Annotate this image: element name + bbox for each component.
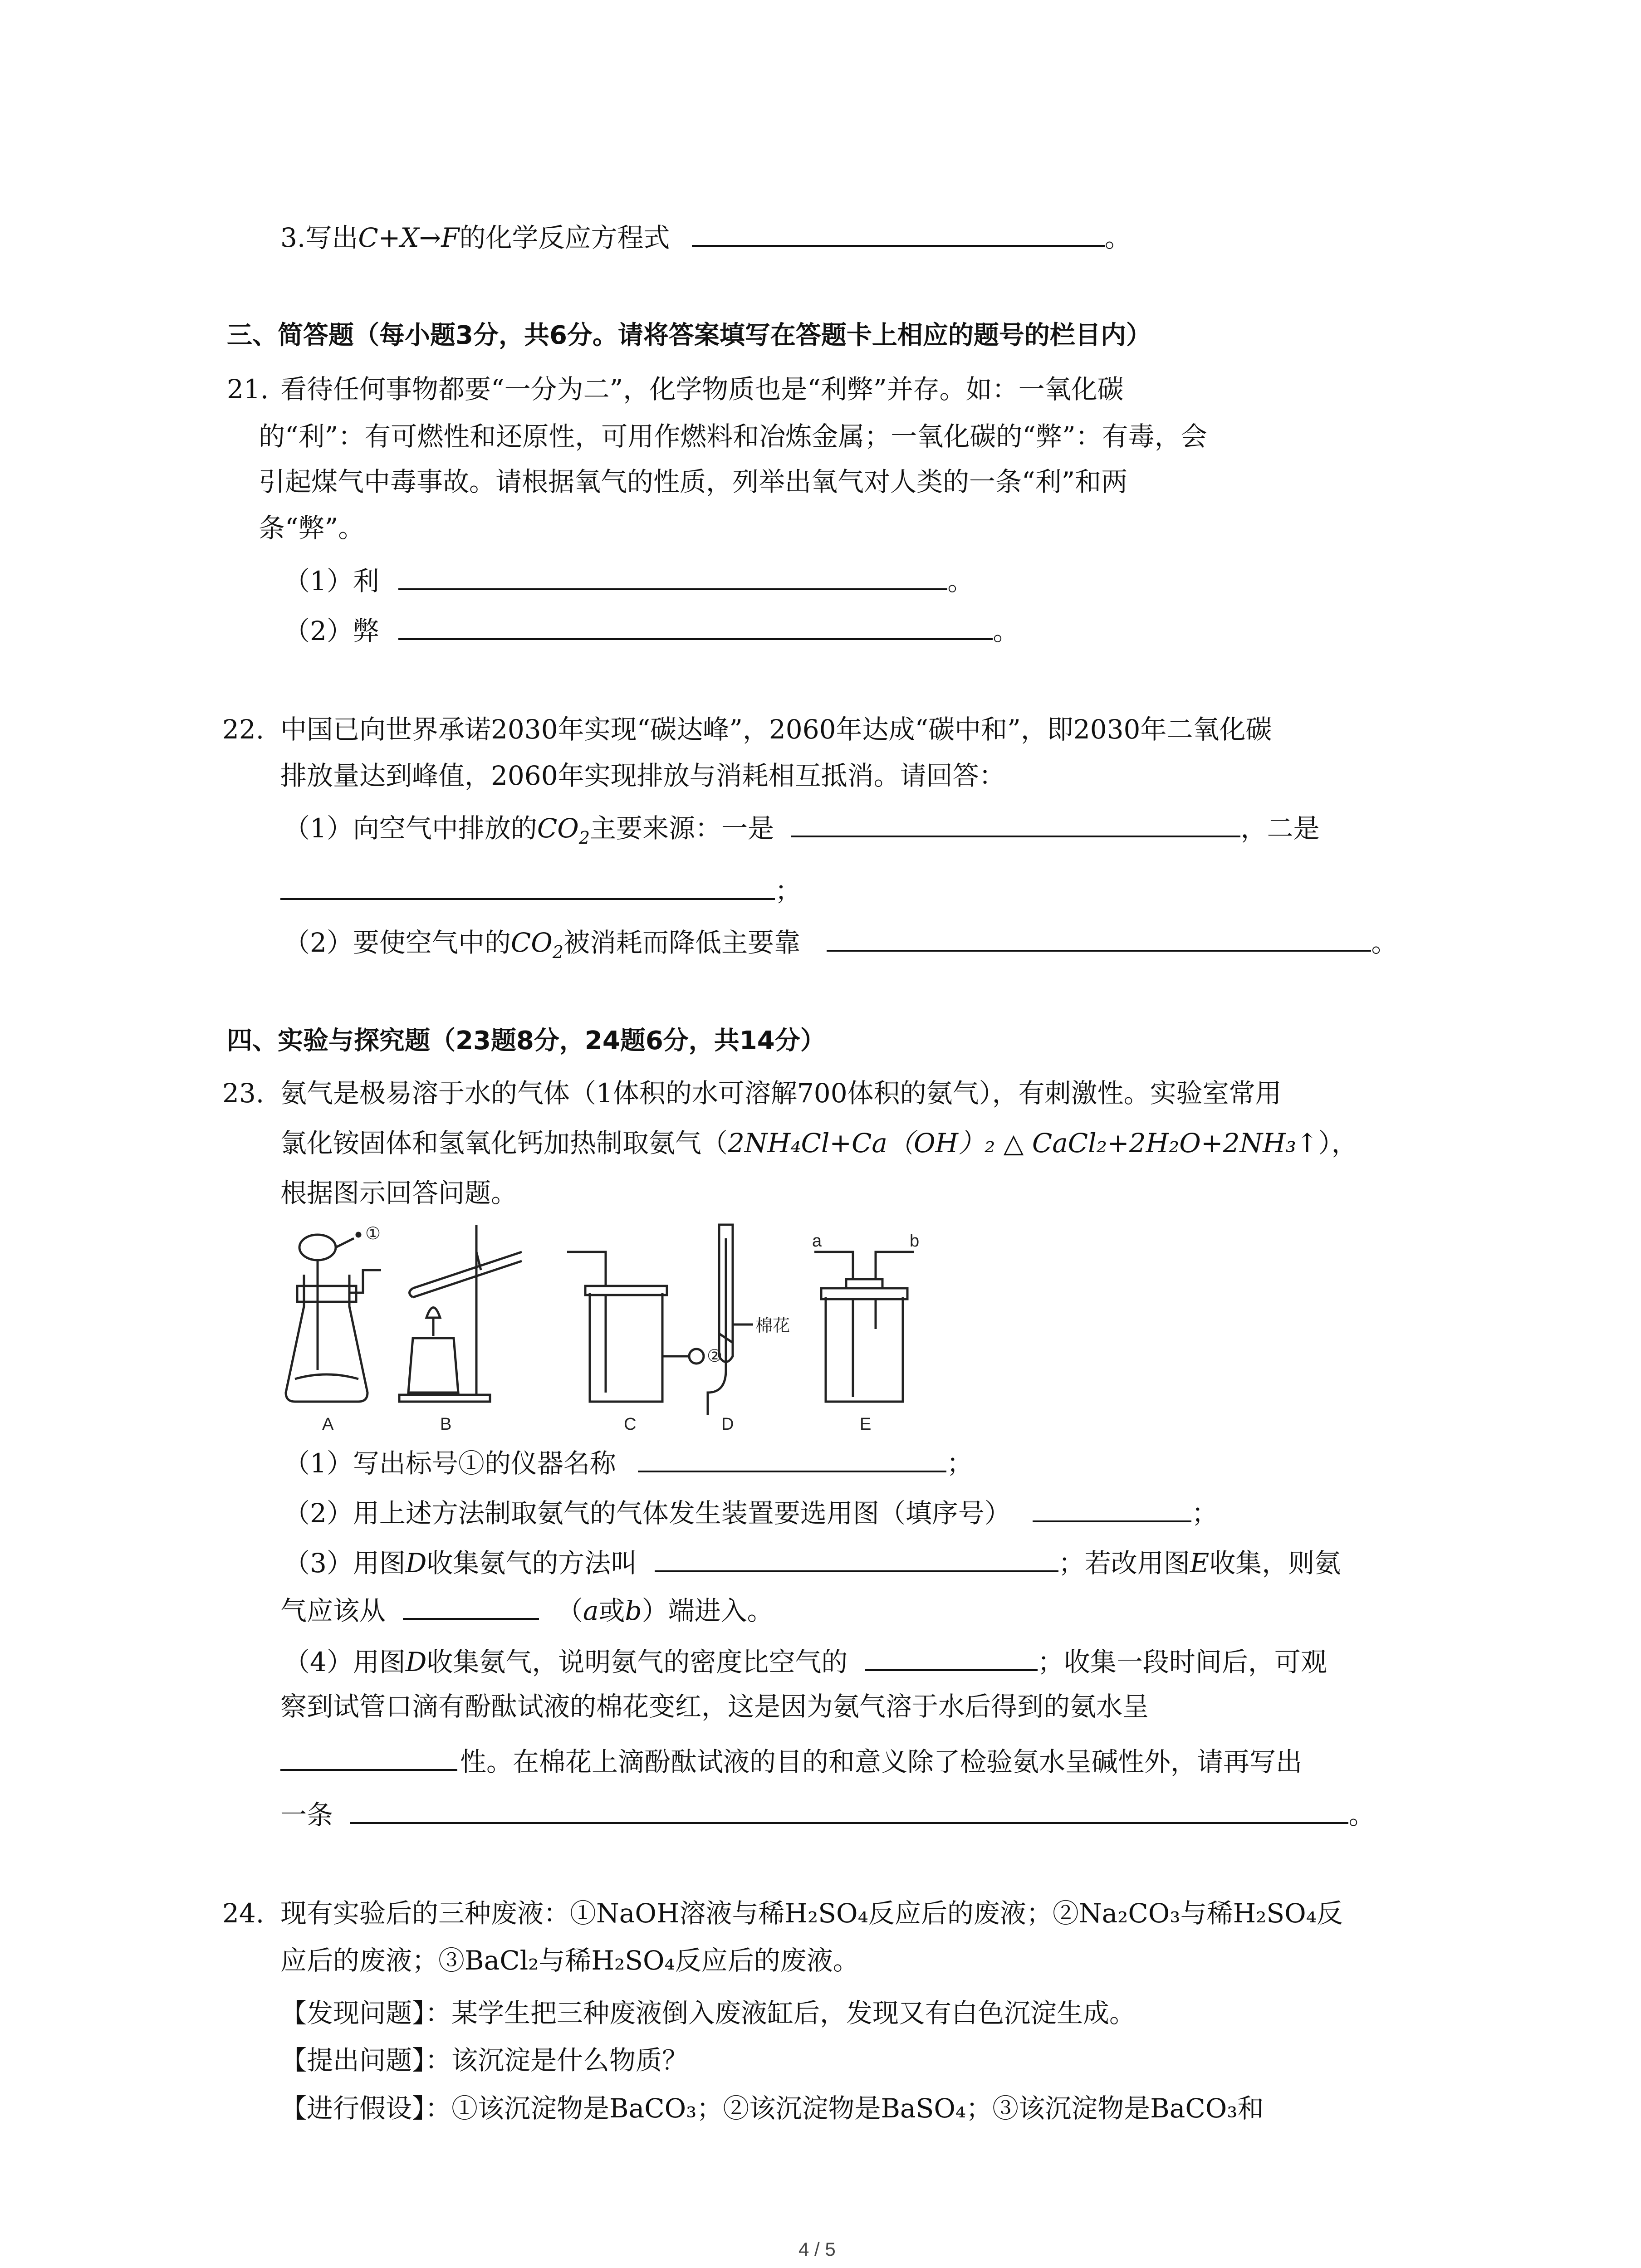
q23-line3: 根据图示回答问题。: [280, 1178, 518, 1208]
q23-part3-cont-text: 气应该从: [280, 1595, 386, 1626]
q23-line2-text: 氯化铵固体和氢氧化钙加热制取氨气（: [280, 1128, 728, 1158]
label-mark-1: ①: [365, 1224, 381, 1243]
label-end-a: a: [812, 1232, 822, 1251]
answer-blank[interactable]: [827, 922, 1371, 952]
q23-part3-end-b: b: [625, 1595, 642, 1626]
q22-line2: 排放量达到峰值，2060年实现排放与消耗相互抵消。请回答：: [280, 760, 1005, 791]
q21-number: 21.: [227, 374, 269, 405]
q23-part3-text-c: ；若改用图: [1058, 1548, 1190, 1579]
figure-label-c: C: [624, 1415, 637, 1434]
q23-part4-text-b: 收集氨气，说明氨气的密度比空气的: [426, 1647, 848, 1677]
q23-part3-fig-e: E: [1190, 1548, 1210, 1579]
q20-part3: [280, 217, 1131, 256]
figure-label-b: B: [440, 1415, 452, 1434]
co2-formula-main: CO: [510, 927, 553, 958]
q20-part3-prefix: 3.写出: [280, 222, 358, 253]
q23-part4-end: 。: [1348, 1799, 1375, 1830]
q21-line3: 引起煤气中毒事故。请根据氧气的性质，列举出氧气对人类的一条“利”和两: [259, 466, 1128, 497]
q23-line2-end: ），: [1318, 1128, 1358, 1158]
q22-part1-end: ；: [775, 875, 802, 906]
co2-formula: [510, 927, 564, 962]
q20-part3-formula: C+X→F: [358, 222, 460, 253]
q24-line1: 现有实验后的三种废液：①NaOH溶液与稀H₂SO₄反应后的废液；②Na₂CO₃与稀H₂SO₄反: [280, 1898, 1343, 1929]
apparatus-figure: [277, 1220, 921, 1438]
q21-line2: 的“利”：有可燃性和还原性，可用作燃料和冶炼金属；一氧化碳的“弊”：有毒，会: [259, 421, 1207, 452]
q24-found-problem: 【发现问题】：某学生把三种废液倒入废液缸后，发现又有白色沉淀生成。: [280, 1998, 1136, 2028]
page-number: 4 / 5: [798, 2239, 836, 2260]
q23-part4-line3: [280, 1741, 1302, 1780]
q23-part3-cont-end: ）端进入。: [642, 1595, 774, 1626]
q23-part1: [284, 1442, 973, 1481]
q23-part4-line2: 察到试管口滴有酚酞试液的棉花变红，这是因为氨气溶于水后得到的氨水呈: [280, 1691, 1149, 1722]
answer-blank[interactable]: [1033, 1492, 1191, 1522]
q23-line1: 氨气是极易溶于水的气体（1体积的水可溶解700体积的氨气），有刺激性。实验室常用: [280, 1078, 1282, 1109]
q22-part2-end: 。: [1371, 927, 1398, 958]
label-end-b: b: [910, 1232, 920, 1251]
q20-part3-suffix: 的化学反应方程式: [459, 222, 670, 253]
q24-number: 24.: [222, 1898, 265, 1929]
q22-number: 22.: [222, 714, 265, 745]
q24-raise-question: 【提出问题】：该沉淀是什么物质？: [280, 2045, 689, 2076]
label-mark-2: ②: [707, 1347, 723, 1366]
answer-blank[interactable]: [692, 217, 1105, 247]
figure-label-e: E: [860, 1415, 872, 1434]
q23-part3-or: 或: [598, 1595, 625, 1626]
q20-part3-end: 。: [1104, 222, 1131, 253]
answer-blank[interactable]: [638, 1442, 946, 1472]
q23-part4-text-c: ；收集一段时间后，可观: [1037, 1647, 1327, 1677]
answer-blank[interactable]: [403, 1590, 539, 1620]
answer-blank[interactable]: [398, 560, 947, 590]
apparatus-d-tube: [708, 1225, 753, 1415]
q21-part1-end: 。: [947, 566, 974, 596]
answer-blank[interactable]: [398, 610, 993, 640]
q23-part1-text: （1）写出标号①的仪器名称: [284, 1448, 616, 1479]
q23-part4: [284, 1641, 1327, 1680]
answer-blank[interactable]: [791, 807, 1240, 837]
co2-formula: [537, 813, 590, 848]
q24-line2: 应后的废液；③BaCl₂与稀H₂SO₄反应后的废液。: [280, 1945, 859, 1976]
answer-blank[interactable]: [280, 870, 775, 900]
q22-part2: [284, 922, 1398, 961]
q22-part1-text-c: ，二是: [1240, 813, 1320, 844]
q23-line2: [280, 1125, 1358, 1161]
q23-part4-line4-text: 一条: [280, 1799, 333, 1830]
section4-title: 四、实验与探究题（23题8分，24题6分，共14分）: [227, 1026, 826, 1056]
q23-part2: [284, 1492, 1218, 1531]
q23-part3-text-b: 收集氨气的方法叫: [426, 1548, 637, 1579]
q24-hypothesis: 【进行假设】：①该沉淀物是BaCO₃；②该沉淀物是BaSO₄；③该沉淀物是BaCO₃和: [280, 2093, 1264, 2124]
answer-blank[interactable]: [655, 1542, 1058, 1572]
apparatus-c-bottle: [567, 1252, 704, 1402]
q21-part2: [284, 610, 1019, 649]
q23-part3: [284, 1542, 1341, 1581]
q21-line1: 看待任何事物都要“一分为二”，化学物质也是“利弊”并存。如：一氧化碳: [280, 374, 1124, 405]
q22-part2-text-a: （2）要使空气中的: [284, 927, 511, 958]
q21-part1-label: （1）利: [284, 566, 379, 596]
q23-part2-text: （2）用上述方法制取氨气的气体发生装置要选用图（填序号）: [284, 1498, 1011, 1529]
figure-label-d: D: [721, 1415, 734, 1434]
answer-blank[interactable]: [350, 1794, 1348, 1824]
q22-part1: [284, 807, 1320, 846]
q23-part3-end-a: a: [583, 1595, 599, 1626]
q22-part2-text-b: 被消耗而降低主要靠: [563, 927, 801, 958]
reaction-equation: 2NH₄Cl+Ca（OH）₂ △ CaCl₂+2H₂O+2NH₃↑: [728, 1128, 1318, 1158]
q21-part2-end: 。: [993, 616, 1019, 646]
q21-line4: 条“弊”。: [259, 513, 365, 543]
co2-formula-sub: 2: [552, 942, 564, 962]
q23-part4-fig-d: D: [405, 1647, 427, 1677]
q23-part4-line3-text: 性。在棉花上滴酚酞试液的目的和意义除了检验氨水呈碱性外，请再写出: [460, 1746, 1303, 1777]
q23-part1-end: ；: [946, 1448, 973, 1479]
q23-number: 23.: [222, 1078, 265, 1109]
q23-part3-fig-d: D: [405, 1548, 427, 1579]
q21-part2-label: （2）弊: [284, 616, 379, 646]
co2-formula-sub: 2: [578, 828, 590, 848]
apparatus-e-bottle: [814, 1252, 914, 1402]
q23-part3-cont: [280, 1590, 774, 1629]
label-cotton: 棉花: [755, 1316, 790, 1335]
figure-label-a: A: [322, 1415, 334, 1434]
answer-blank[interactable]: [865, 1641, 1038, 1671]
answer-blank[interactable]: [280, 1741, 457, 1771]
section3-title: 三、简答题（每小题3分，共6分。请将答案填写在答题卡上相应的题号的栏目内）: [227, 321, 1151, 350]
q21-part1: [284, 560, 974, 599]
q22-line1: 中国已向世界承诺2030年实现“碳达峰”，2060年达成“碳中和”，即2030年二氧化碳: [280, 714, 1272, 745]
q22-part1-text-b: 主要来源：一是: [590, 813, 774, 844]
apparatus-a-flask: [286, 1233, 381, 1402]
apparatus-b-heating: [399, 1225, 522, 1402]
q23-part3-text-d: 收集，则氨: [1209, 1548, 1341, 1579]
q23-part4-line4: [280, 1794, 1375, 1833]
q22-part1-cont: [280, 870, 801, 909]
q23-part3-text-a: （3）用图: [284, 1548, 406, 1579]
q22-part1-text-a: （1）向空气中排放的: [284, 813, 537, 844]
q23-part3-cont-paren: （: [556, 1595, 583, 1626]
q23-part4-text-a: （4）用图: [284, 1647, 406, 1677]
co2-formula-main: CO: [537, 813, 579, 844]
q23-part2-end: ；: [1191, 1498, 1218, 1529]
